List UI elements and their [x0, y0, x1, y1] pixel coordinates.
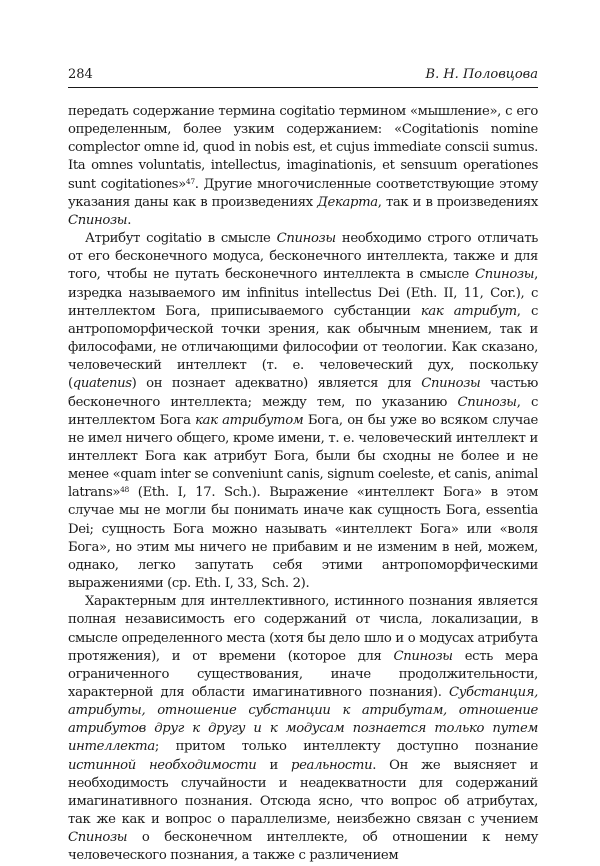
paragraph-2 [68, 230, 538, 593]
text-run: Характерным для интеллективного, истинного познания является полная независимость его содержаний от числа, локализации, в смысле определенного места (хотя бы дело шло и о модусах атрибута протяжения), и от времени (которое для [68, 594, 538, 664]
italic-text: Спинозы [68, 212, 128, 228]
italic-text: как атрибутом [195, 412, 304, 428]
text-run: , с интеллектом Бога [68, 394, 538, 428]
text-run: (Eth. I, 17. Sch.). Выражение «интеллект Бога» в этом случае мы не могли бы понимать иначе как сущность Бога, essentia Dei; сущность Бога можно называть «интеллект Бога» или «воля Бога», но этим мы ничего не прибавим и не изменим в ней, можем, однако, легко запутать себя этими антропоморфическими выражениями (ср. Eth. I, 33, Sch. 2). [68, 485, 538, 592]
running-head-author: В. Н. Половцова [425, 67, 538, 82]
text-run: Атрибут cogitatio в смысле [85, 231, 277, 247]
footnote-ref: 47 [185, 176, 195, 186]
text-run: есть мера ограниченного существования, иначе продолжительности, характерной для области имагинативного познания). [68, 648, 538, 700]
italic-text: Субстанция, атрибуты, отношение субстанции к атрибутам, отношение атрибутов друг к другу и к модусам познается только путем интеллекта [68, 685, 538, 755]
text-run: необходимо строго отличать от его бесконечного модуса, бесконечного интеллекта, также и для того, чтобы не путать бесконечного интеллекта в смысле [68, 231, 539, 283]
italic-text: Спинозы [474, 267, 535, 283]
text-run: Бога, он бы уже во всяком случае не имел ничего общего, кроме имени, т. е. человеческий интеллект и интеллект Бога как атрибут Бога, были бы сходны не более и не менее «quam inter se conveniunt canis, signum coeleste, et canis, animal latrans» [68, 412, 538, 501]
text-run: передать содержание термина cogitatio термином «мышление», с его определенным, более узким содержанием: «Cogitationis nomine complector omne id, quod in nobis est, et cujus immediate conscii sumus. Ita omnes voluntatis, intellectus, imaginationis, et sensuum operationes sunt cogitationes» [68, 104, 538, 192]
body-text [68, 103, 538, 866]
text-run: . Он же выясняет и необходимость случайности и неадекватности для содержаний имагинативного познания. Отсюда ясно, что вопрос об атрибутах, так же как и вопрос о параллелизме, неизбежно связан с учением [68, 757, 539, 828]
running-header [68, 67, 538, 83]
italic-text: реальности [291, 757, 373, 773]
text-run: и [256, 757, 292, 773]
text-run: , так и в произведениях [377, 194, 538, 210]
paragraph-1 [68, 103, 538, 230]
italic-text: Спинозы [68, 830, 128, 846]
footnote-ref: 48 [120, 485, 129, 495]
text-run: частью бесконечного интеллекта; между тем, по указанию [68, 376, 539, 410]
header-rule [68, 87, 538, 88]
text-run: , изредка называемого им infinitus intellectus Dei (Eth. II, 11, Cor.), с интеллектом Бога, приписываемого субстанции [68, 267, 538, 319]
text-run: . Другие многочисленные соответствующие этому указания даны как в произведениях [68, 176, 538, 210]
italic-text: Спинозы [276, 231, 336, 247]
paragraph-3 [68, 593, 538, 865]
italic-text: Спинозы [421, 376, 481, 392]
text-run: о бесконечном интеллекте, об отношении к нему человеческого познания, а также с различением [68, 830, 538, 864]
italic-text: Спинозы [393, 648, 453, 664]
text-run: ) он познает адекватно) является для [131, 376, 422, 392]
text-run: . [127, 212, 132, 228]
italic-text: как атрибут [420, 303, 517, 319]
italic-text: quatenus [72, 376, 132, 392]
italic-text: Спинозы [457, 394, 517, 410]
italic-text: истинной необходимости [68, 757, 257, 773]
text-run: ; притом только интеллекту доступно познание [154, 739, 538, 755]
italic-text: Декарта [317, 194, 378, 210]
page-number: 284 [68, 67, 93, 82]
text-run: , с антропоморфической точки зрения, как обычным мнением, так и философами, не отличающими философии от теологии. Как сказано, человеческий интеллект (т. е. человеческий дух, поскольку ( [68, 303, 538, 392]
